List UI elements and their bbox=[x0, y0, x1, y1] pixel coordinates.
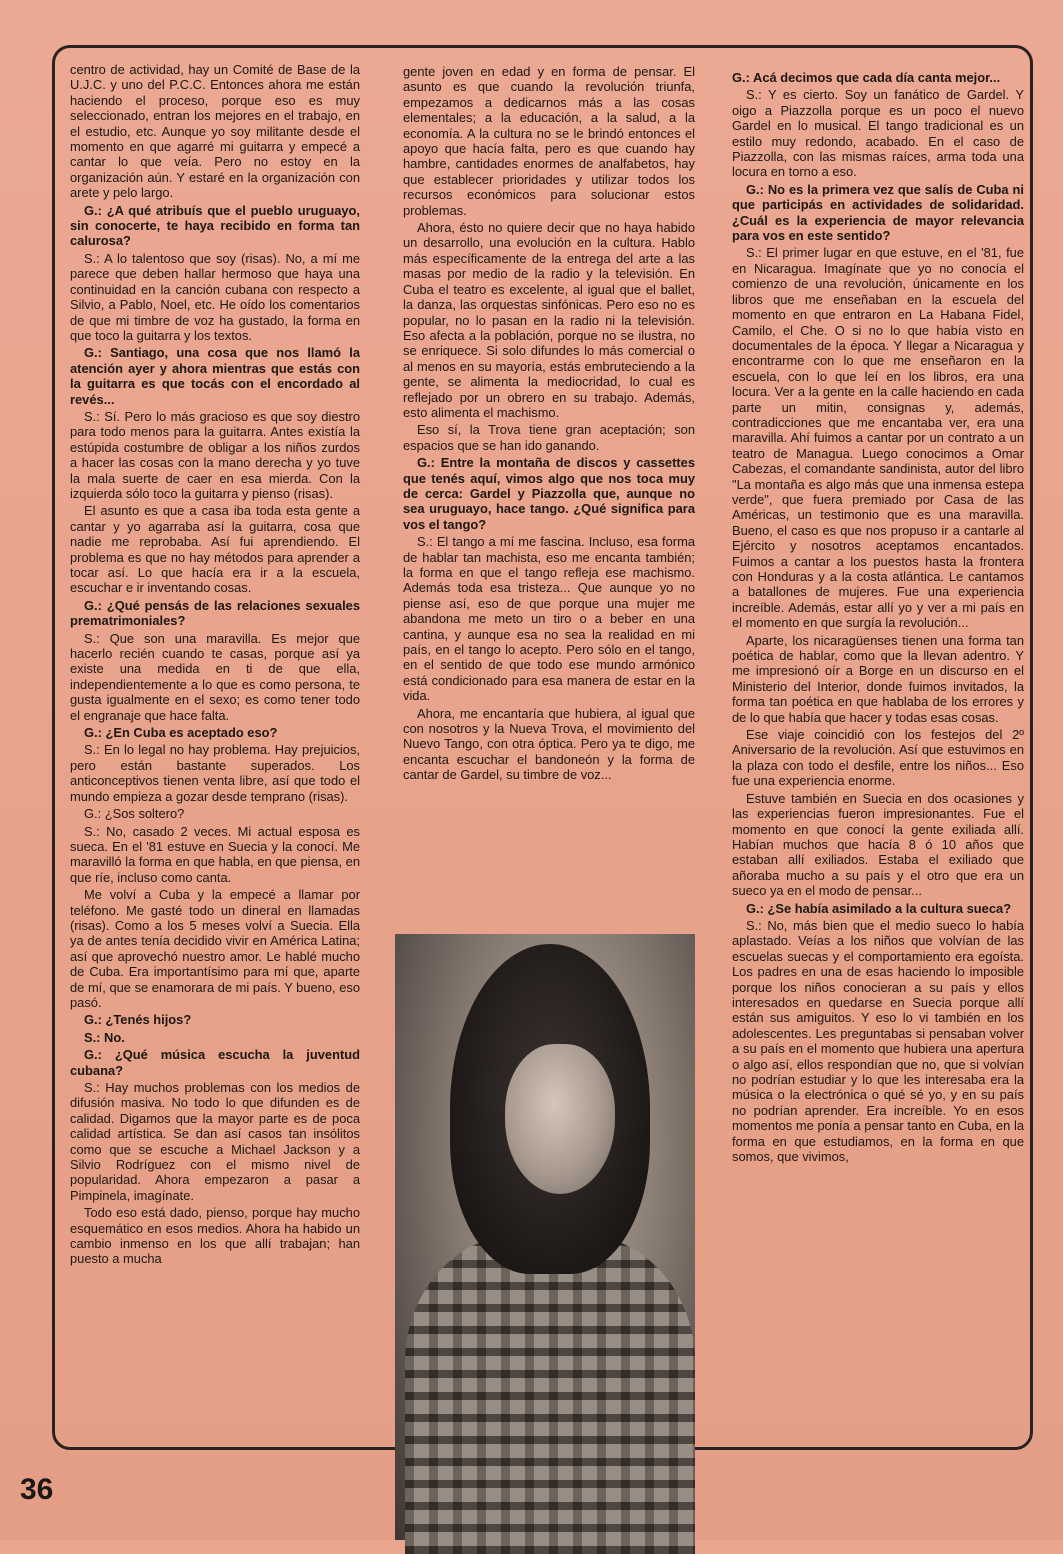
text-column-1 bbox=[70, 62, 360, 1437]
paragraph: Estuve también en Suecia en dos ocasiones y las experiencias fueron impresionantes. Fue el momento en que conocí la gente exiliada allí. Habían muchos que hacía 8 ó 10 años que estaban allí exiliados. Estaba el exiliado que añoraba mucho a su país y el otro que era un sueco ya en el modo de pensar... bbox=[732, 790, 1024, 899]
paragraph: S.: El tango a mí me fascina. Incluso, esa forma de hablar tan machista, eso me encanta también; la forma en que el tango refleja ese machismo. Además toda esa tristeza... Que aunque yo no piense así, eso de que porque una mujer me abandona me meto un tiro o a beber en una cantina, y aunque esa no sea la realidad en mi país, en el tango lo acepto. Pero sólo en el tango, en el sentido de que todo ese mundo armónico está condicionado para esa manera de estar en la vida. bbox=[403, 534, 695, 704]
paragraph: Ahora, ésto no quiere decir que no haya habido un desarrollo, una evolución en la cultura. Hablo más específicamente de la entrega del arte a las masas por medio de la radio y la televisión. En Cuba el teatro es excelente, al igual que el ballet, la danza, las orquestas sinfónicas. Pero eso no es popular, no lo pasan en la radio ni la televisión. Eso afecta a la población, porque no se ilustra, no se enriquece. Si solo difundes lo más comercial o al menos en su mayoría, estás embruteciendo a la gente, se alimenta la mediocridad, lo cual es reflejado por un obrero en su trabajo. Además, esto alimenta el machismo. bbox=[403, 220, 695, 420]
interview-question: G.: ¿Qué música escucha la juventud cubana? bbox=[70, 1047, 360, 1078]
paragraph: Todo eso está dado, pienso, porque hay mucho esquemático en esos medios. Ahora ha habido un cambio inmenso en los que allí trabajan; han puesto a mucha bbox=[70, 1205, 360, 1267]
paragraph: S.: Hay muchos problemas con los medios de difusión masiva. No todo lo que difunden es de calidad. Digamos que la mayor parte es de poca calidad artística. Se dan así casos tan insólitos como que se escuche a Michael Jackson y a Silvio Rodríguez con el mismo nivel de popularidad. Ahora empezaron a pasar a Pimpinela, imagínate. bbox=[70, 1080, 360, 1203]
paragraph: Me volví a Cuba y la empecé a llamar por teléfono. Me gasté todo un dineral en llamadas (risas). Como a los 5 meses volví a Suecia. Ella ya de antes tenía decidido vivir en América Latina; así que aprovechó nuestro amor. Le hablé mucho de Cuba. Era importantísimo para mí que, aparte de mí, que se enamorara de mi país. Y bueno, eso pasó. bbox=[70, 887, 360, 1010]
paragraph: S.: No, más bien que el medio sueco lo había aplastado. Veías a los niños que volvían de las escuelas suecas y el comportamiento era egoísta. Los padres en una de esas haciendo lo imposible porque los niños conocieran a su país y ellos interesados en quedarse en Suecia porque allí están sus amiguitos. Y eso lo vi también en los adolescentes. Les preguntabas si pensaban volver a su país en el momento que hubiera una apertura o algo así, ellos respondían que no, que si volvían no podrían estudiar y lo que les interesaba era la música o la electrónica o qué sé yo, y en su país no podrían aprender. Era increíble. Yo en esos momentos me ponía a pensar tanto en Cuba, en la forma en que estudiamos, en la forma en que somos, que vivimos, bbox=[732, 917, 1024, 1165]
paragraph: Ese viaje coincidió con los festejos del 2º Aniversario de la revolución. Así que estuvimos en la plaza con todo el desfile, entre los niños... Eso fue una experiencia enorme. bbox=[732, 727, 1024, 789]
paragraph: gente joven en edad y en forma de pensar. El asunto es que cuando la revolución triunfa, empezamos a dedicarnos más a las cosas elementales; a la educación, a la salud, a la economía. A la cultura no se le brindó entonces el apoyo que hacía falta, pero es que cuando hay hambre, cantidades enormes de analfabetos, hay que establecer prioridades y utilizar todos los recursos económicos para solucionar estos problemas. bbox=[403, 64, 695, 218]
paragraph: S.: A lo talentoso que soy (risas). No, a mí me parece que deben hallar hermoso que haya una continuidad en la canción cubana con respecto a Silvio, a Pablo, Noel, etc. He oído los comentarios de que mi timbre de voz ha gustado, la forma en que toco la guitarra y los textos. bbox=[70, 250, 360, 343]
paragraph: Eso sí, la Trova tiene gran aceptación; son espacios que se han ido ganando. bbox=[403, 422, 695, 453]
text-column-3 bbox=[732, 70, 1024, 1445]
interview-question: G.: ¿Qué pensás de las relaciones sexuales prematrimoniales? bbox=[70, 597, 360, 629]
paragraph: S.: Y es cierto. Soy un fanático de Gardel. Y oigo a Piazzolla porque es un poco el nuevo Gardel en lo musical. El tango tradicional es un estilo muy redondo, acabado. En el caso de Piazzolla, con las mismas raíces, arma toda una locura en torno a eso. bbox=[732, 87, 1024, 180]
page-number: 36 bbox=[20, 1473, 54, 1506]
paragraph: Aparte, los nicaragüenses tienen una forma tan poética de hablar, como que la llevan adentro. Y me impresionó oír a Borge en un discurso en el Ministerio del Interior, donde fuimos invitados, la forma tan poética en que hablaba de los errores y de lo que había que hacer y todas esas cosas. bbox=[732, 632, 1024, 725]
paragraph: S.: El primer lugar en que estuve, en el '81, fue en Nicaragua. Imagínate que yo no conocía el comienzo de una revolución, únicamente en los libros que me enseñaban en la escuela del momento en que entraron en La Habana Fidel, Camilo, el Che. O si no lo que había visto en documentales de la época. Y llegar a Nicaragua y encontrarme con lo que me enseñaron en la escuela, con lo que leí en los libros, era una locura. Ver a la gente en la calle haciendo en cada parte un mitin, consignas y, además, contradicciones que me encantaba ver, era una maravilla. Ahí fuimos a cantar por un contrato a un teatro de Managua. Luego conocimos a Omar Cabezas, el comandante sandinista, autor del libro "La montaña es algo más que una inmensa estepa verde", que fuera premiado por Casa de las Américas, un testimonio que es una maravilla. Bueno, el caso es que nos propuso ir a cantarle al Ejército y nosotros aceptamos encantados. Fuimos a cantar a los puestos hasta la frontera con Honduras y a la costa atlántica. Le cantamos a batallones de mujeres. Fue una experiencia increíble. Además, estar allí yo y ver a mi país en el momento en que surgía la revolución... bbox=[732, 245, 1024, 631]
paragraph: G.: ¿Sos soltero? bbox=[84, 806, 185, 822]
paragraph: El asunto es que a casa iba toda esta gente a cantar y yo agarraba así la guitarra, cosa que nadie me reprobaba. Así fui aprendiendo. El problema es que no hay métodos para aprender a tocar así. Lo que hacía era ir a la escuela, escuchar e ir inventando cosas. bbox=[70, 503, 360, 596]
interview-question: G.: ¿En Cuba es aceptado eso? bbox=[84, 725, 278, 741]
interview-question: G.: Acá decimos que cada día canta mejor... bbox=[732, 70, 1001, 85]
interview-question: G.: ¿Tenés hijos? bbox=[84, 1012, 192, 1028]
text-column-2 bbox=[403, 64, 695, 783]
face bbox=[505, 1044, 615, 1194]
paragraph: centro de actividad, hay un Comité de Base de la U.J.C. y uno del P.C.C. Entonces ahora me están haciendo el proceso, porque eso es muy seleccionado, entran los mejores en el trabajo, en el estudio, etc. Aunque yo soy militante desde el momento en que agarré mi guitarra y empecé a cantar lo que veía. Pero no estoy en la organización aún. Y estaré en la organización con arete y pelo largo. bbox=[70, 62, 360, 201]
interview-question: G.: ¿Se había asimilado a la cultura sueca? bbox=[746, 900, 1012, 916]
interview-answer: S.: No. bbox=[84, 1029, 125, 1045]
paragraph: S.: No, casado 2 veces. Mi actual esposa es sueca. En el '81 estuve en Suecia y la conocí. Me maravilló la forma en que habla, en que piensa, en que ríe, incluso como canta. bbox=[70, 823, 360, 885]
interview-question: G.: Santiago, una cosa que nos llamó la atención ayer y ahora mientras que estás con la guitarra es que tocás con el encordado al revés... bbox=[70, 345, 360, 407]
interview-question: G.: No es la primera vez que salís de Cuba ni que participás en actividades de solidaridad. ¿Cuál es la experiencia de mayor relevancia para vos en este sentido? bbox=[732, 181, 1024, 244]
portrait-photo bbox=[395, 934, 695, 1540]
paragraph: S.: Que son una maravilla. Es mejor que hacerlo recién cuando te casas, porque así ya existe una medida en ti de que ella, independientemente a lo que es como persona, te gusta igualmente en el sexo; es como tener todo el engranaje que hace falta. bbox=[70, 630, 360, 723]
plaid-shirt bbox=[405, 1234, 695, 1554]
paragraph: Ahora, me encantaría que hubiera, al igual que con nosotros y la Nueva Trova, el movimiento del Nuevo Tango, con otra óptica. Pero ya te digo, me encanta escuchar el bandoneón y la forma de cantar de Gardel, su timbre de voz... bbox=[403, 705, 695, 783]
paragraph: S.: Sí. Pero lo más gracioso es que soy diestro para todo menos para la guitarra. Antes existía la estúpida costumbre de obligar a los niños zurdos a hacer las cosas con la mano derecha y yo tuve la mala suerte de caer en esa mierda. Con la izquierda sólo toco la guitarra y pienso (risas). bbox=[70, 408, 360, 501]
interview-question: G.: ¿A qué atribuís que el pueblo uruguayo, sin conocerte, te haya recibido en forma tan calurosa? bbox=[70, 202, 360, 249]
paragraph: S.: En lo legal no hay problema. Hay prejuicios, pero están bastante superados. Los anticonceptivos tienen venta libre, así que todo el mundo empieza a gozar desde temprano (risas). bbox=[70, 742, 360, 804]
interview-question: G.: Entre la montaña de discos y cassettes que tenés aquí, vimos algo que nos toca muy de cerca: Gardel y Piazzolla que, aunque no sea uruguayo, hace tango. ¿Qué significa para vos el tango? bbox=[403, 455, 695, 532]
